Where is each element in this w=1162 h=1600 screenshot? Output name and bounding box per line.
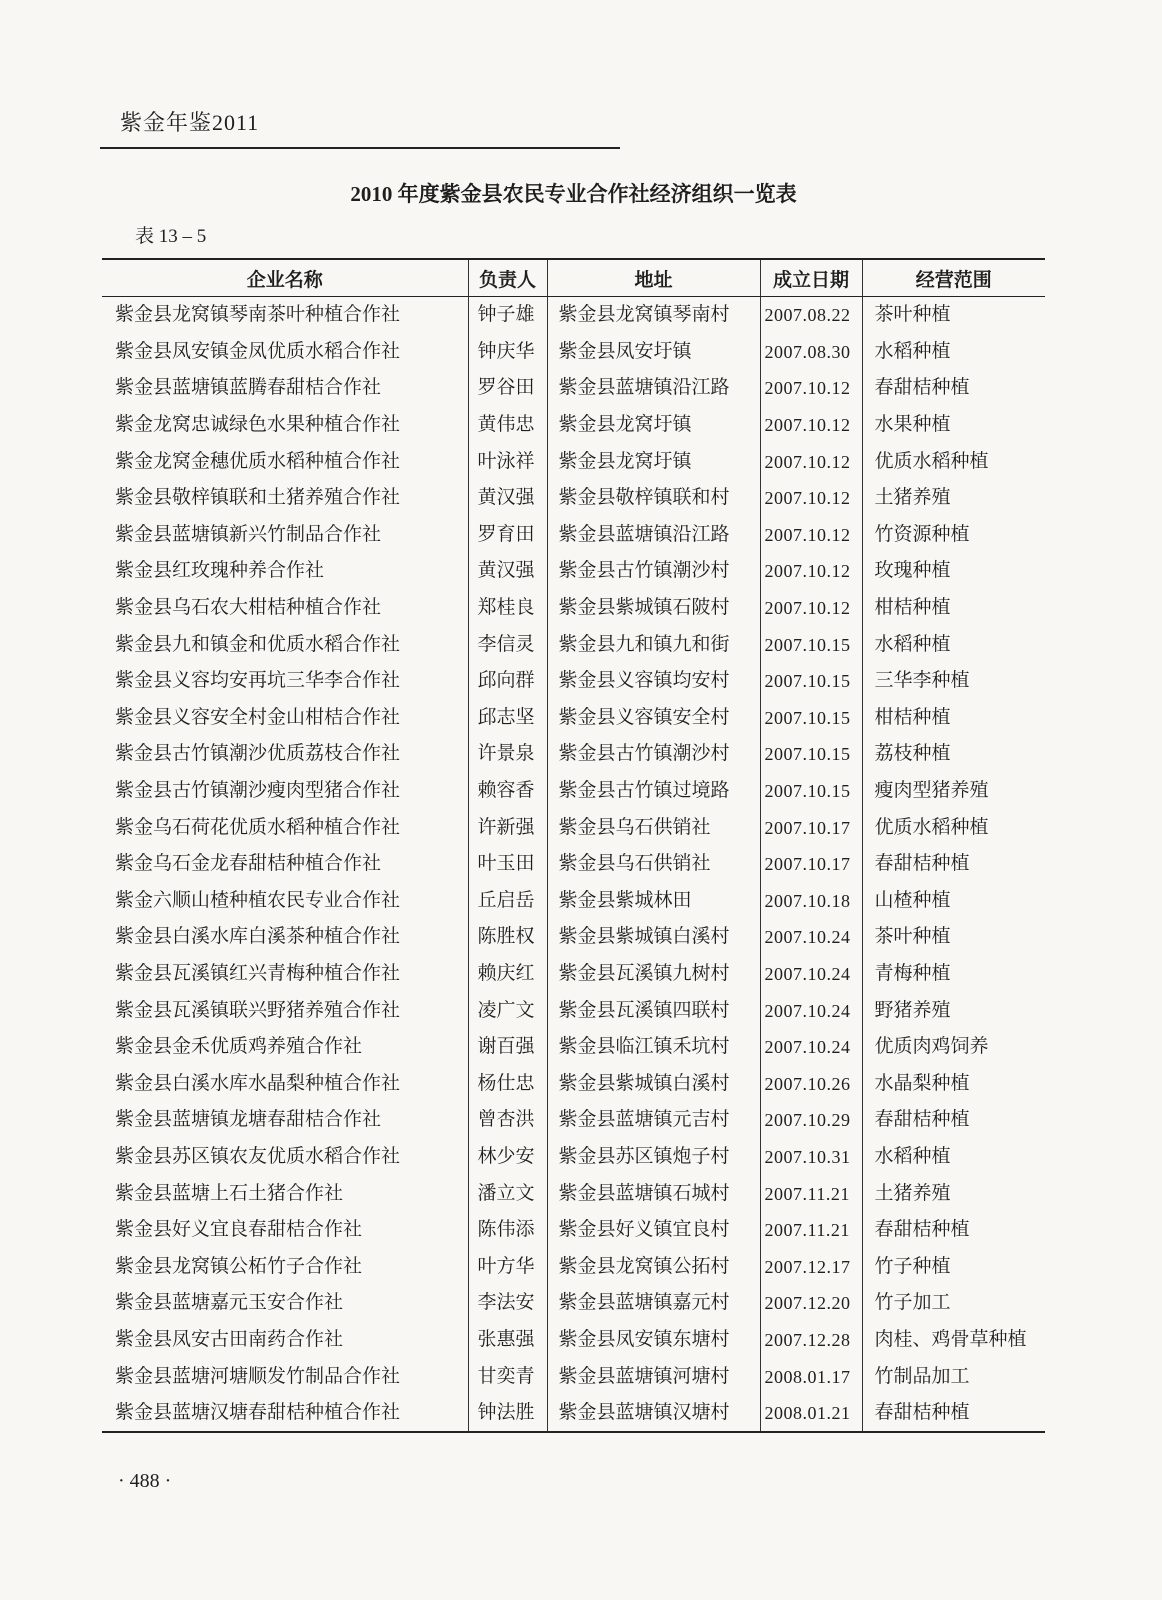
cell-person: 黄汉强 xyxy=(468,553,547,590)
cell-address: 紫金县蓝塘镇汉塘村 xyxy=(547,1395,760,1433)
cell-scope: 茶叶种植 xyxy=(862,297,1045,334)
cell-name: 紫金乌石金龙春甜桔种植合作社 xyxy=(115,853,382,875)
cell-scope: 春甜桔种植 xyxy=(862,1102,1045,1139)
cell-name: 紫金县蓝塘汉塘春甜桔种植合作社 xyxy=(115,1402,401,1424)
cell-name: 紫金县敬梓镇联和土猪养殖合作社 xyxy=(115,487,401,509)
cell-scope: 瘦肉型猪养殖 xyxy=(862,773,1045,810)
table-title: 2010 年度紫金县农民专业合作社经济组织一览表 xyxy=(350,182,797,206)
cell-founded: 2007.10.15 xyxy=(760,736,862,773)
cell-founded: 2007.10.17 xyxy=(760,809,862,846)
cell-person: 赖庆红 xyxy=(468,956,547,993)
table-row xyxy=(102,1065,1045,1102)
cell-founded: 2007.10.12 xyxy=(760,553,862,590)
cell-scope: 水稻种植 xyxy=(862,1139,1045,1176)
cell-address: 紫金县龙窝圩镇 xyxy=(547,407,760,444)
cell-address: 紫金县乌石供销社 xyxy=(547,809,760,846)
cell-founded: 2007.10.15 xyxy=(760,626,862,663)
cell-founded: 2007.10.18 xyxy=(760,883,862,920)
cell-address: 紫金县临江镇禾坑村 xyxy=(547,1029,760,1066)
table-row xyxy=(102,334,1045,371)
cell-person: 赖容香 xyxy=(468,773,547,810)
cell-person: 杨仕忠 xyxy=(468,1065,547,1102)
cell-founded: 2007.10.12 xyxy=(760,517,862,554)
table-row xyxy=(102,1212,1045,1249)
cell-person: 张惠强 xyxy=(468,1322,547,1359)
cell-scope: 肉桂、鸡骨草种植 xyxy=(862,1322,1045,1359)
cell-person: 陈伟添 xyxy=(468,1212,547,1249)
cell-founded: 2008.01.21 xyxy=(760,1395,862,1433)
cell-scope: 三华李种植 xyxy=(862,663,1045,700)
cell-address: 紫金县瓦溪镇四联村 xyxy=(547,992,760,1029)
cell-founded: 2007.10.15 xyxy=(760,663,862,700)
cell-founded: 2007.12.17 xyxy=(760,1248,862,1285)
cell-founded: 2007.10.24 xyxy=(760,992,862,1029)
cell-person: 李法安 xyxy=(468,1285,547,1322)
cell-person: 凌广文 xyxy=(468,992,547,1029)
cell-scope: 水稻种植 xyxy=(862,626,1045,663)
cell-scope: 水果种植 xyxy=(862,407,1045,444)
cell-founded: 2007.11.21 xyxy=(760,1212,862,1249)
table-row xyxy=(102,443,1045,480)
table-row xyxy=(102,846,1045,883)
table-row xyxy=(102,736,1045,773)
table-row xyxy=(102,590,1045,627)
cell-founded: 2007.11.21 xyxy=(760,1175,862,1212)
cell-person: 陈胜权 xyxy=(468,919,547,956)
table-row xyxy=(102,1358,1045,1395)
cell-person: 黄伟忠 xyxy=(468,407,547,444)
cell-person: 邱向群 xyxy=(468,663,547,700)
cell-person: 钟庆华 xyxy=(468,334,547,371)
cell-person: 钟法胜 xyxy=(468,1395,547,1433)
table-row xyxy=(102,517,1045,554)
cell-person: 许新强 xyxy=(468,809,547,846)
cell-founded: 2007.10.24 xyxy=(760,919,862,956)
column-header-person: 负责人 xyxy=(468,259,547,297)
cell-person: 罗谷田 xyxy=(468,370,547,407)
table-row xyxy=(102,407,1045,444)
cell-name: 紫金县蓝塘河塘顺发竹制品合作社 xyxy=(115,1365,401,1387)
cell-name: 紫金县九和镇金和优质水稻合作社 xyxy=(115,633,401,655)
cell-name: 紫金县龙窝镇公柘竹子合作社 xyxy=(115,1255,363,1277)
cell-scope: 春甜桔种植 xyxy=(862,846,1045,883)
cell-scope: 柑桔种植 xyxy=(862,700,1045,737)
cell-founded: 2007.10.31 xyxy=(760,1139,862,1176)
column-header-scope: 经营范围 xyxy=(862,259,1045,297)
cell-person: 甘奕青 xyxy=(468,1358,547,1395)
table-row xyxy=(102,297,1045,334)
cell-address: 紫金县义容镇均安村 xyxy=(547,663,760,700)
cell-address: 紫金县龙窝镇琴南村 xyxy=(547,297,760,334)
header-row xyxy=(102,259,1045,297)
cell-person: 曾杏洪 xyxy=(468,1102,547,1139)
cell-scope: 优质肉鸡饲养 xyxy=(862,1029,1045,1066)
cell-address: 紫金县紫城镇石陂村 xyxy=(547,590,760,627)
table-row xyxy=(102,626,1045,663)
cell-scope: 土猪养殖 xyxy=(862,1175,1045,1212)
cell-address: 紫金县义容镇安全村 xyxy=(547,700,760,737)
cell-person: 丘启岳 xyxy=(468,883,547,920)
cell-founded: 2007.10.15 xyxy=(760,773,862,810)
table-row xyxy=(102,919,1045,956)
cell-founded: 2007.10.12 xyxy=(760,370,862,407)
table-row xyxy=(102,1285,1045,1322)
column-header-address: 地址 xyxy=(547,259,760,297)
table-row xyxy=(102,1322,1045,1359)
table-row xyxy=(102,1102,1045,1139)
cell-address: 紫金县古竹镇潮沙村 xyxy=(547,736,760,773)
table-row xyxy=(102,956,1045,993)
cell-name: 紫金县义容安全村金山柑桔合作社 xyxy=(115,706,401,728)
cell-name: 紫金县古竹镇潮沙瘦肉型猪合作社 xyxy=(115,780,401,802)
cell-founded: 2007.10.24 xyxy=(760,956,862,993)
cell-address: 紫金县龙窝镇公拓村 xyxy=(547,1248,760,1285)
cell-scope: 竹子加工 xyxy=(862,1285,1045,1322)
cell-address: 紫金县蓝塘镇河塘村 xyxy=(547,1358,760,1395)
cell-scope: 茶叶种植 xyxy=(862,919,1045,956)
cell-address: 紫金县蓝塘镇元吉村 xyxy=(547,1102,760,1139)
cell-name: 紫金县蓝塘嘉元玉安合作社 xyxy=(115,1292,344,1314)
cell-address: 紫金县九和镇九和街 xyxy=(547,626,760,663)
cell-scope: 春甜桔种植 xyxy=(862,370,1045,407)
cell-address: 紫金县蓝塘镇嘉元村 xyxy=(547,1285,760,1322)
cell-address: 紫金县蓝塘镇石城村 xyxy=(547,1175,760,1212)
cell-name: 紫金龙窝金穗优质水稻种植合作社 xyxy=(115,450,401,472)
cell-scope: 竹子种植 xyxy=(862,1248,1045,1285)
cell-address: 紫金县凤安镇东塘村 xyxy=(547,1322,760,1359)
cell-name: 紫金县金禾优质鸡养殖合作社 xyxy=(115,1036,363,1058)
column-header-founded: 成立日期 xyxy=(760,259,862,297)
cell-founded: 2008.01.17 xyxy=(760,1358,862,1395)
cell-scope: 优质水稻种植 xyxy=(862,443,1045,480)
cell-person: 李信灵 xyxy=(468,626,547,663)
cell-scope: 竹资源种植 xyxy=(862,517,1045,554)
cell-person: 叶方华 xyxy=(468,1248,547,1285)
table-row xyxy=(102,992,1045,1029)
cell-founded: 2007.10.15 xyxy=(760,700,862,737)
table-row xyxy=(102,370,1045,407)
cell-scope: 春甜桔种植 xyxy=(862,1212,1045,1249)
cell-founded: 2007.10.24 xyxy=(760,1029,862,1066)
table-body xyxy=(102,297,1045,1433)
cell-founded: 2007.08.30 xyxy=(760,334,862,371)
cell-name: 紫金县好义宜良春甜桔合作社 xyxy=(115,1219,363,1241)
cell-person: 钟子雄 xyxy=(468,297,547,334)
cell-name: 紫金龙窝忠诚绿色水果种植合作社 xyxy=(115,414,401,436)
cell-person: 许景泉 xyxy=(468,736,547,773)
table-number: 表 13 – 5 xyxy=(135,226,207,247)
running-header: 紫金年鉴2011 xyxy=(120,110,260,135)
cell-scope: 土猪养殖 xyxy=(862,480,1045,517)
cell-person: 罗育田 xyxy=(468,517,547,554)
cell-address: 紫金县紫城镇白溪村 xyxy=(547,919,760,956)
cell-founded: 2007.12.20 xyxy=(760,1285,862,1322)
table-row xyxy=(102,663,1045,700)
cell-person: 叶泳祥 xyxy=(468,443,547,480)
cell-address: 紫金县蓝塘镇沿江路 xyxy=(547,517,760,554)
cell-scope: 水稻种植 xyxy=(862,334,1045,371)
table-row xyxy=(102,773,1045,810)
cell-person: 谢百强 xyxy=(468,1029,547,1066)
cell-name: 紫金乌石荷花优质水稻种植合作社 xyxy=(115,816,401,838)
cell-name: 紫金县白溪水库白溪茶种植合作社 xyxy=(115,926,401,948)
table-row xyxy=(102,1175,1045,1212)
cell-name: 紫金县蓝塘镇蓝腾春甜桔合作社 xyxy=(115,377,382,399)
cell-name: 紫金县苏区镇农友优质水稻合作社 xyxy=(115,1145,401,1167)
cell-scope: 青梅种植 xyxy=(862,956,1045,993)
table-header xyxy=(102,259,1045,297)
cell-person: 林少安 xyxy=(468,1139,547,1176)
cell-address: 紫金县凤安圩镇 xyxy=(547,334,760,371)
cell-founded: 2007.10.29 xyxy=(760,1102,862,1139)
table-row xyxy=(102,1029,1045,1066)
table-row xyxy=(102,809,1045,846)
cell-address: 紫金县紫城林田 xyxy=(547,883,760,920)
cell-address: 紫金县古竹镇过境路 xyxy=(547,773,760,810)
cell-name: 紫金县瓦溪镇联兴野猪养殖合作社 xyxy=(115,999,401,1021)
cell-address: 紫金县紫城镇白溪村 xyxy=(547,1065,760,1102)
cell-name: 紫金县红玫瑰种养合作社 xyxy=(115,560,325,582)
cell-scope: 优质水稻种植 xyxy=(862,809,1045,846)
cell-founded: 2007.10.12 xyxy=(760,590,862,627)
cell-name: 紫金县蓝塘镇龙塘春甜桔合作社 xyxy=(115,1109,382,1131)
cell-name: 紫金县义容均安再坑三华李合作社 xyxy=(115,670,401,692)
cell-scope: 水晶梨种植 xyxy=(862,1065,1045,1102)
cell-scope: 竹制品加工 xyxy=(862,1358,1045,1395)
cell-scope: 玫瑰种植 xyxy=(862,553,1045,590)
cell-address: 紫金县瓦溪镇九树村 xyxy=(547,956,760,993)
table-row xyxy=(102,700,1045,737)
column-header-name: 企业名称 xyxy=(102,259,468,297)
cell-name: 紫金县乌石农大柑桔种植合作社 xyxy=(115,597,382,619)
table-row xyxy=(102,480,1045,517)
cell-name: 紫金县凤安古田南药合作社 xyxy=(115,1328,344,1350)
cell-scope: 春甜桔种植 xyxy=(862,1395,1045,1433)
cell-name: 紫金县白溪水库水晶梨种植合作社 xyxy=(115,1072,401,1094)
cell-founded: 2007.10.12 xyxy=(760,480,862,517)
cell-person: 郑桂良 xyxy=(468,590,547,627)
cell-person: 黄汉强 xyxy=(468,480,547,517)
table-row xyxy=(102,1139,1045,1176)
page-number: · 488 · xyxy=(118,1470,172,1492)
cell-address: 紫金县苏区镇炮子村 xyxy=(547,1139,760,1176)
cell-address: 紫金县好义镇宜良村 xyxy=(547,1212,760,1249)
cell-founded: 2007.08.22 xyxy=(760,297,862,334)
cell-founded: 2007.10.12 xyxy=(760,443,862,480)
cell-name: 紫金县龙窝镇琴南茶叶种植合作社 xyxy=(115,304,401,326)
table-row xyxy=(102,553,1045,590)
cell-name: 紫金县古竹镇潮沙优质荔枝合作社 xyxy=(115,743,401,765)
cell-scope: 野猪养殖 xyxy=(862,992,1045,1029)
cell-founded: 2007.10.17 xyxy=(760,846,862,883)
cell-scope: 山楂种植 xyxy=(862,883,1045,920)
table-row xyxy=(102,1395,1045,1433)
table-row xyxy=(102,883,1045,920)
cell-name: 紫金县蓝塘上石土猪合作社 xyxy=(115,1182,344,1204)
cell-address: 紫金县乌石供销社 xyxy=(547,846,760,883)
cell-person: 邱志坚 xyxy=(468,700,547,737)
cell-founded: 2007.10.26 xyxy=(760,1065,862,1102)
cell-name: 紫金六顺山楂种植农民专业合作社 xyxy=(115,889,401,911)
header-rule xyxy=(100,147,620,149)
cell-address: 紫金县蓝塘镇沿江路 xyxy=(547,370,760,407)
cell-scope: 荔枝种植 xyxy=(862,736,1045,773)
cell-founded: 2007.12.28 xyxy=(760,1322,862,1359)
cell-scope: 柑桔种植 xyxy=(862,590,1045,627)
table-row xyxy=(102,1248,1045,1285)
cell-address: 紫金县敬梓镇联和村 xyxy=(547,480,760,517)
cell-name: 紫金县凤安镇金凤优质水稻合作社 xyxy=(115,340,401,362)
cell-address: 紫金县龙窝圩镇 xyxy=(547,443,760,480)
cell-address: 紫金县古竹镇潮沙村 xyxy=(547,553,760,590)
cell-name: 紫金县蓝塘镇新兴竹制品合作社 xyxy=(115,523,382,545)
cell-founded: 2007.10.12 xyxy=(760,407,862,444)
cooperatives-table xyxy=(102,258,1045,1433)
cell-person: 叶玉田 xyxy=(468,846,547,883)
cell-person: 潘立文 xyxy=(468,1175,547,1212)
cell-name: 紫金县瓦溪镇红兴青梅种植合作社 xyxy=(115,962,401,984)
